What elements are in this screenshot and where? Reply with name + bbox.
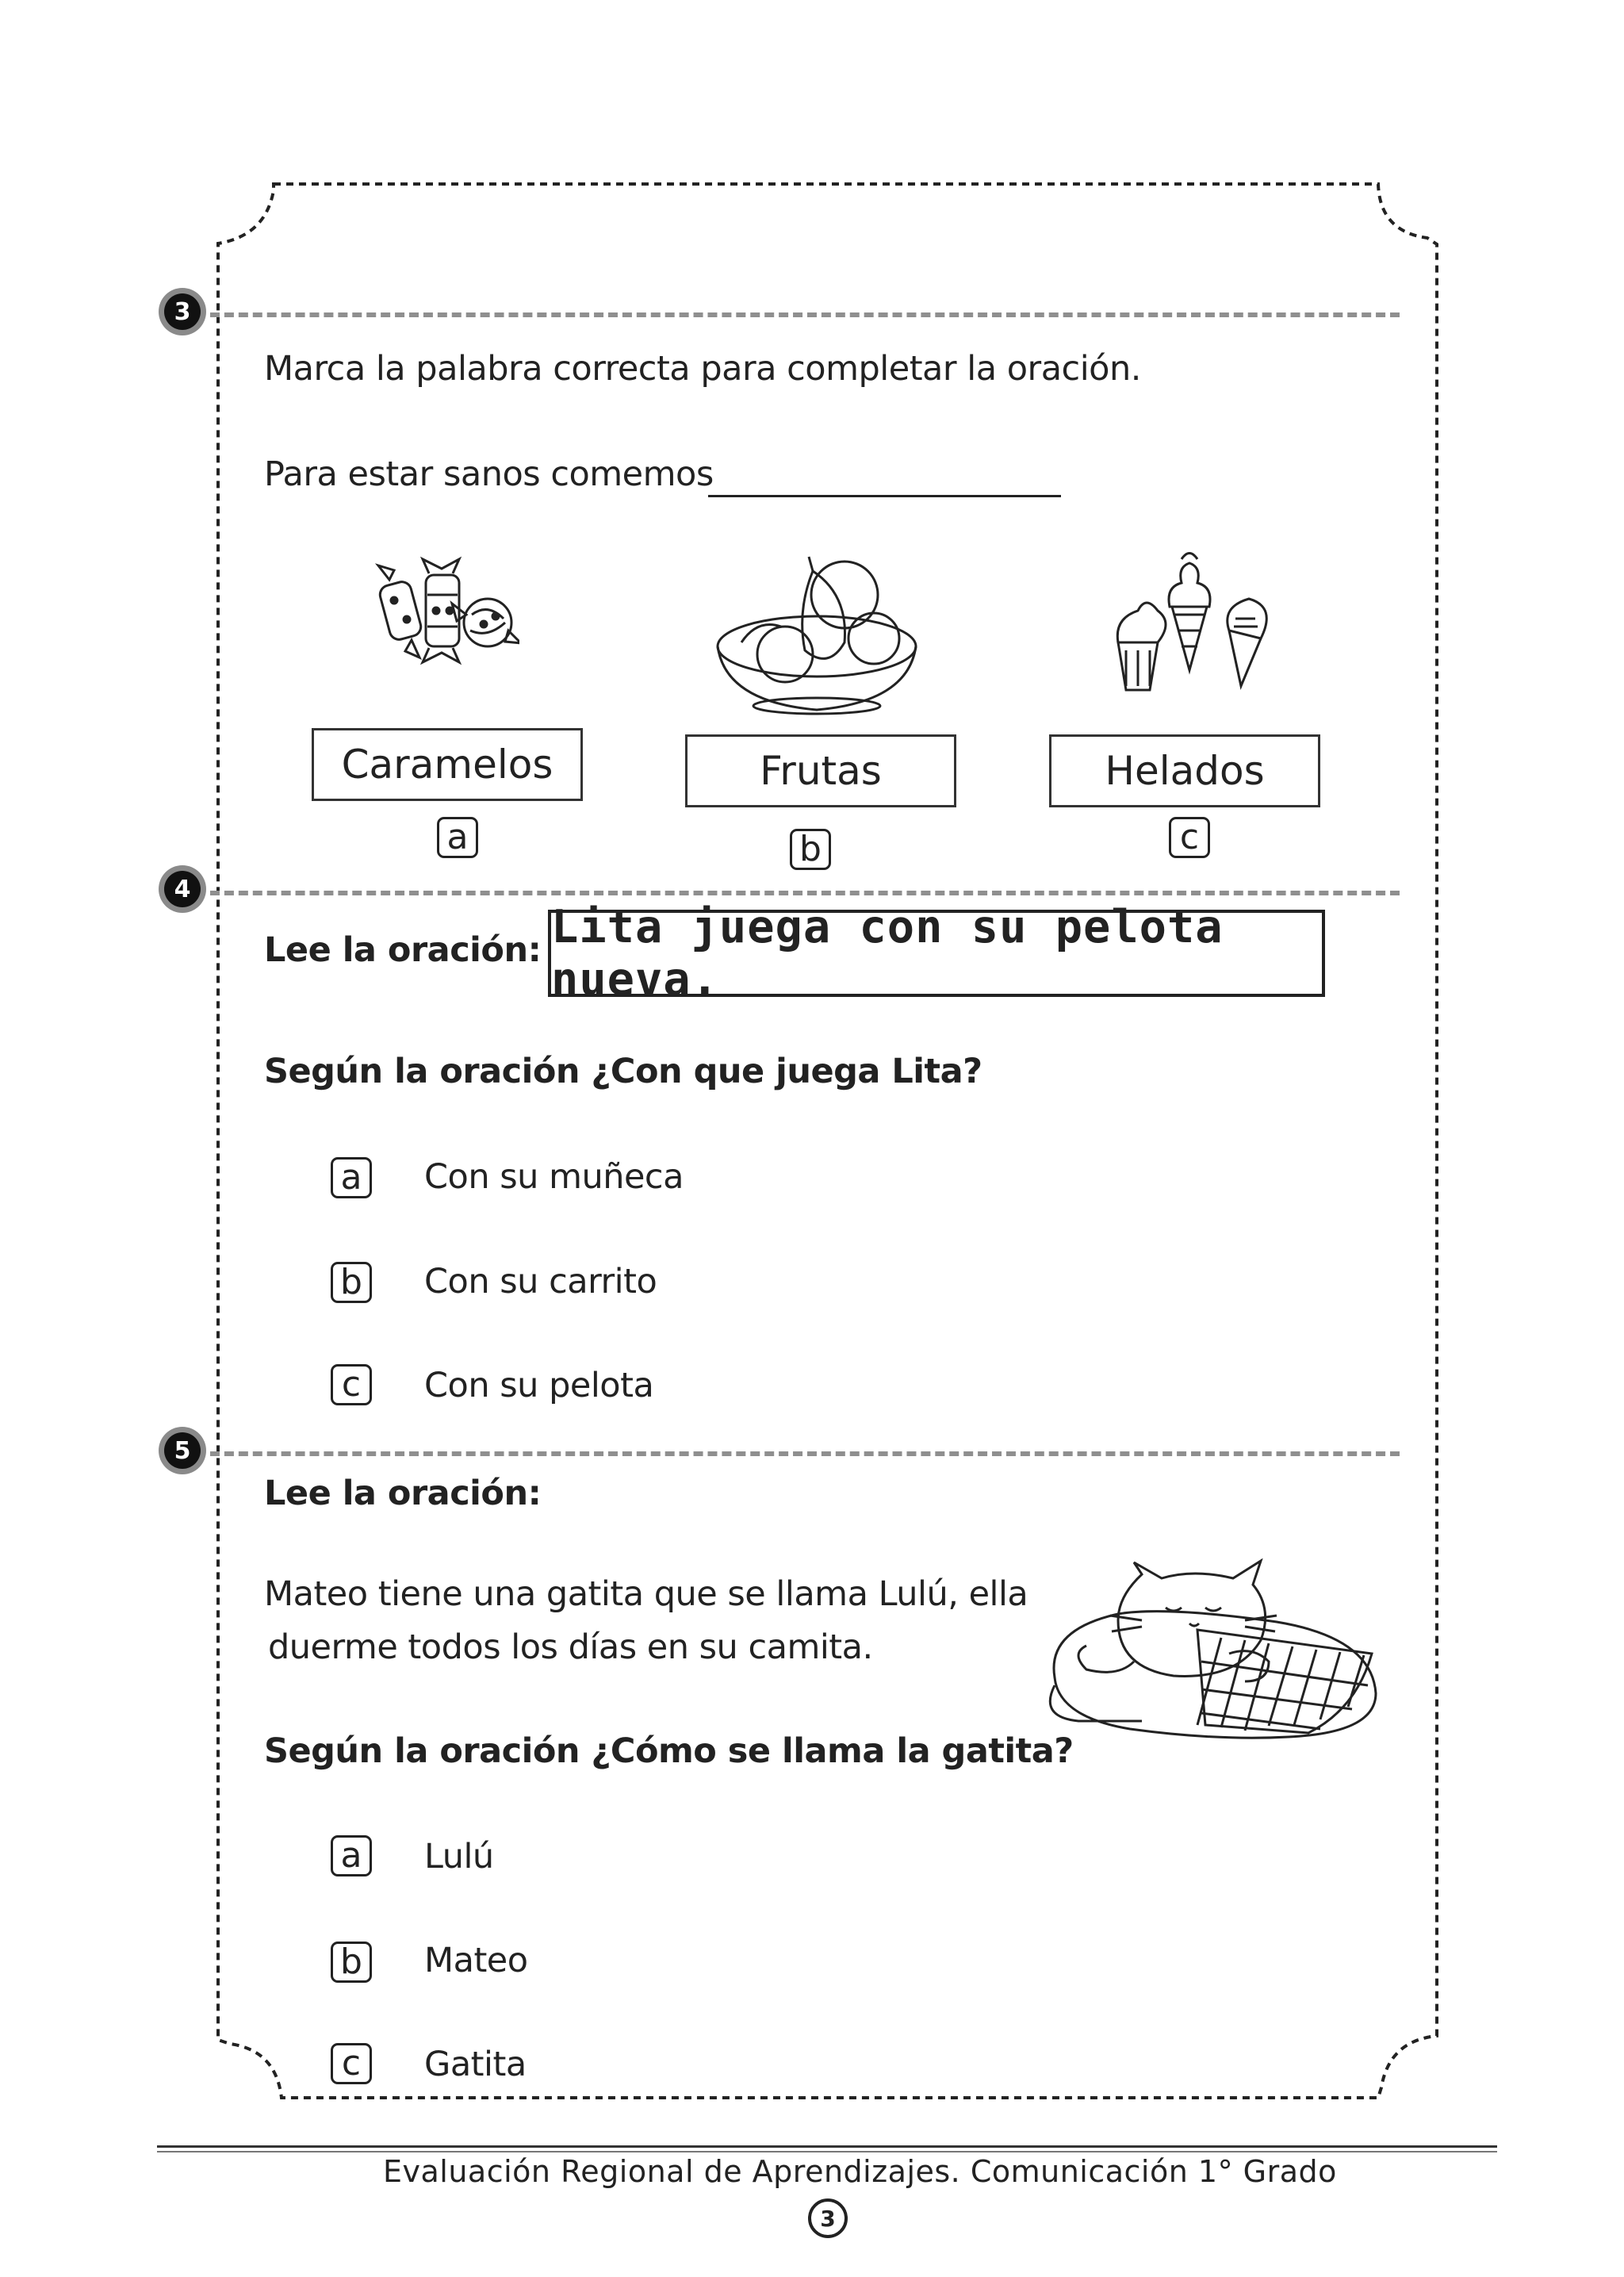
q4-option-b-label: Con su carrito bbox=[424, 1262, 657, 1301]
question-number-5: 5 bbox=[164, 1432, 201, 1469]
q4-sentence-box: Lita juega con su pelota nueva. bbox=[548, 910, 1325, 997]
footer-rule bbox=[157, 2145, 1497, 2148]
q5-option-c-box[interactable]: c bbox=[331, 2043, 372, 2084]
footer-rule-thin bbox=[157, 2151, 1497, 2152]
option-word-c[interactable]: Helados bbox=[1049, 734, 1320, 807]
q5-option-a-label: Lulú bbox=[424, 1837, 494, 1876]
section-divider bbox=[210, 891, 1400, 895]
q5-question: Según la oración ¿Cómo se llama la gatita? bbox=[264, 1731, 1074, 1771]
q5-option-c-label: Gatita bbox=[424, 2045, 527, 2084]
q3-option-c-box[interactable]: c bbox=[1169, 817, 1210, 858]
page-number: 3 bbox=[808, 2198, 848, 2238]
q5-option-b-box[interactable]: b bbox=[331, 1942, 372, 1983]
sleeping-cat-icon bbox=[1039, 1558, 1396, 1741]
q4-option-a-box[interactable]: a bbox=[331, 1157, 372, 1198]
question-number-3: 3 bbox=[164, 293, 201, 330]
q4-option-a-label: Con su muñeca bbox=[424, 1157, 684, 1197]
q4-question: Según la oración ¿Con que juega Lita? bbox=[264, 1052, 982, 1091]
option-word-b[interactable]: Frutas bbox=[685, 734, 956, 807]
q4-lead: Lee la oración: bbox=[264, 930, 542, 970]
question-number-4: 4 bbox=[164, 871, 201, 907]
option-word-a[interactable]: Caramelos bbox=[312, 728, 583, 801]
q5-option-a-box[interactable]: a bbox=[331, 1835, 372, 1876]
q4-option-b-box[interactable]: b bbox=[331, 1262, 372, 1303]
q4-option-c-box[interactable]: c bbox=[331, 1364, 372, 1405]
footer-text: Evaluación Regional de Aprendizajes. Comunicación 1° Grado bbox=[383, 2154, 1337, 2189]
candies-icon bbox=[361, 551, 519, 678]
fruit-bowl-icon bbox=[698, 547, 936, 718]
section-divider bbox=[210, 312, 1400, 317]
q5-lead: Lee la oración: bbox=[264, 1474, 542, 1513]
answer-blank bbox=[708, 495, 1061, 497]
q5-passage-line-2: duerme todos los días en su camita. bbox=[268, 1627, 873, 1667]
q5-option-b-label: Mateo bbox=[424, 1941, 528, 1980]
q3-option-a-box[interactable]: a bbox=[437, 817, 478, 858]
q3-instruction: Marca la palabra correcta para completar la oración. bbox=[264, 349, 1141, 389]
ice-cream-icon bbox=[1102, 543, 1277, 698]
q3-sentence: Para estar sanos comemos bbox=[264, 454, 714, 494]
section-divider bbox=[210, 1451, 1400, 1456]
q4-option-c-label: Con su pelota bbox=[424, 1366, 654, 1405]
q3-option-b-box[interactable]: b bbox=[790, 829, 831, 870]
q5-passage-line-1: Mateo tiene una gatita que se llama Lulú, ella bbox=[264, 1574, 1028, 1614]
